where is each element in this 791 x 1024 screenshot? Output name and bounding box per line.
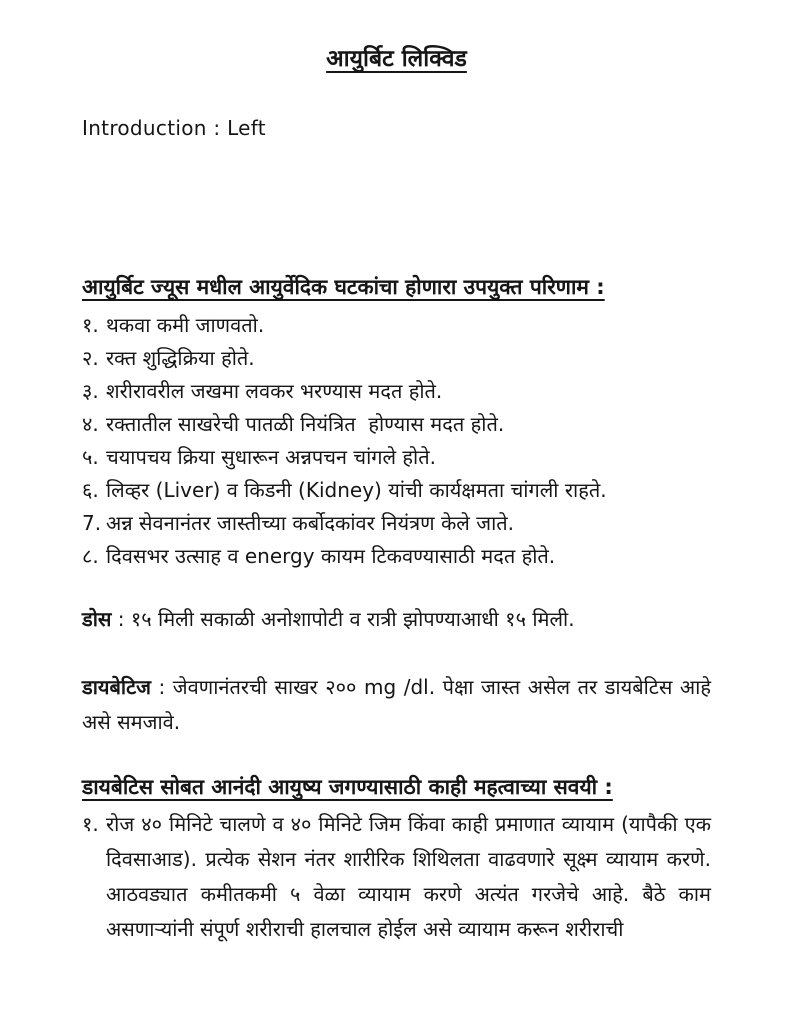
- list-item: [82, 309, 711, 342]
- list-marker: 7.: [82, 511, 102, 535]
- list-item-text: दिवसभर उत्साह व energy कायम टिकवण्यासाठी मदत होते.: [106, 544, 556, 568]
- dose-label: डोस: [82, 607, 112, 631]
- list-item: [82, 507, 711, 540]
- list-item: [82, 408, 711, 441]
- dose-line: [82, 602, 711, 636]
- habit-list-item: [82, 807, 711, 947]
- benefits-heading: [82, 272, 711, 302]
- list-marker: ६.: [82, 478, 99, 502]
- list-item-text: थकवा कमी जाणवतो.: [106, 313, 265, 337]
- list-item: [82, 375, 711, 408]
- list-item: [82, 540, 711, 573]
- list-marker: १.: [82, 812, 99, 836]
- list-marker: २.: [82, 346, 99, 370]
- list-item-text: शरीरावरील जखमा लवकर भरण्यास मदत होते.: [106, 379, 443, 403]
- list-item: [82, 342, 711, 375]
- page-title: [82, 44, 711, 74]
- habits-heading: [82, 772, 711, 802]
- list-item-text: अन्न सेवनानंतर जास्तीच्या कर्बोदकांवर नियंत्रण केले जाते.: [106, 511, 515, 535]
- list-marker: ५.: [82, 445, 99, 469]
- dose-text: : १५ मिली सकाळी अनोशापोटी व रात्री झोपण्याआधी १५ मिली.: [117, 607, 575, 631]
- diabetes-label: डायबेटिज: [82, 675, 151, 699]
- page-title-text: आयुर्बिट लिक्विड: [326, 46, 467, 72]
- list-item: [82, 474, 711, 507]
- list-item: [82, 441, 711, 474]
- benefits-list: [82, 309, 711, 573]
- list-item-text: रक्त शुद्धिक्रिया होते.: [106, 346, 255, 370]
- habit-item-text: रोज ४० मिनिटे चालणे व ४० मिनिटे जिम किंवा काही प्रमाणात व्यायाम (यापैकी एक दिवसाआड). प्रत्येक सेशन नंतर शारीरिक शिथिलता वाढवणारे सूक्ष्म व्यायाम करणे. आठवड्यात कमीतकमी ५ वेळा व्यायाम करणे अत्यंत गरजेचे आहे. बैठे काम असणाऱ्यांनी संपूर्ण शरीराची हालचाल होईल असे व्यायाम करून शरीराची: [106, 812, 711, 941]
- benefits-heading-text: आयुर्बिट ज्यूस मधील आयुर्वेदिक घटकांचा होणारा उपयुक्त परिणाम :: [82, 275, 605, 299]
- list-item-text: लिव्हर (Liver) व किडनी (Kidney) यांची कार्यक्षमता चांगली राहते.: [106, 478, 607, 502]
- list-item-text: रक्तातील साखरेची पातळी नियंत्रित होण्यास मदत होते.: [106, 412, 505, 436]
- diabetes-paragraph: [82, 670, 711, 740]
- intro-line: Introduction : Left: [82, 116, 266, 140]
- list-marker: ४.: [82, 412, 99, 436]
- habits-heading-text: डायबेटिस सोबत आनंदी आयुष्य जगण्यासाठी काही महत्वाच्या सवयी :: [82, 775, 613, 799]
- list-marker: १.: [82, 313, 99, 337]
- list-item-text: चयापचय क्रिया सुधारून अन्नपचन चांगले होते.: [106, 445, 436, 469]
- diabetes-text: : जेवणानंतरची साखर २०० mg /dl. पेक्षा जास्त असेल तर डायबेटिस आहे असे समजावे.: [82, 675, 711, 734]
- list-marker: ३.: [82, 379, 99, 403]
- list-marker: ८.: [82, 544, 99, 568]
